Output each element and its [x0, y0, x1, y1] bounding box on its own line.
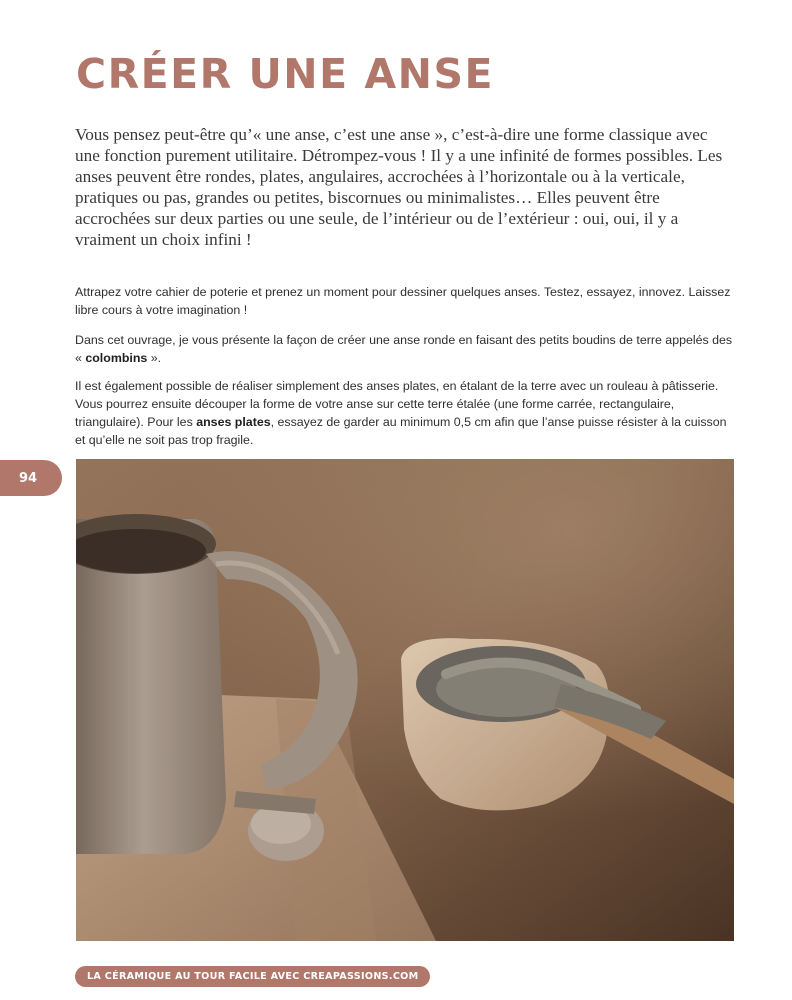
pottery-photo: [76, 459, 734, 941]
paragraph-2-text-after: ».: [147, 351, 162, 365]
paragraph-2-text-before: Dans cet ouvrage, je vous présente la façon de créer une anse ronde en faisant des petits boudins de terre appelés des «: [75, 333, 733, 365]
term-anses-plates: anses plates: [196, 415, 271, 429]
page-number-tab: [0, 460, 62, 496]
paragraph-3-text-before: Il est également possible de réaliser simplement des anses plates, en étalant de la terre avec un rouleau à pâtisserie. Vous pourrez ensuite découper la forme de votre anse sur cette terre étalée (une forme carrée, rectangulaire, triangulaire). Pour les: [75, 379, 719, 429]
intro-paragraph: Vous pensez peut-être qu’« une anse, c’est une anse », c’est-à-dire une forme classique avec une fonction purement utilitaire. Détrompez-vous ! Il y a une infinité de formes possibles. Les anses peuvent être rondes, plates, angulaires, accrochées à l’horizontale ou à la verticale, pratiques ou pas, grandes ou petites, biscornues ou minimalistes… Elles peuvent être accrochées sur deux parties ou une seule, de l’intérieur ou de l’extérieur : oui, oui, il y a vraiment un choix infini !: [75, 125, 723, 249]
paragraph-3-text-after: , essayez de garder au minimum 0,5 cm afin que l’anse puisse résister à la cuisson et qu’elle ne soit pas trop fragile.: [75, 415, 727, 447]
body-paragraph-1: Attrapez votre cahier de poterie et prenez un moment pour dessiner quelques anses. Testez, essayez, innovez. Laissez libre cours à votre imagination !: [75, 285, 731, 317]
page-title: CRÉER UNE ANSE: [76, 50, 494, 98]
footer-text: LA CÉRAMIQUE AU TOUR FACILE AVEC CREAPASSIONS.COM: [87, 971, 419, 982]
body-paragraph-2: [75, 331, 737, 367]
page-number: 94: [18, 470, 38, 486]
footer-banner: [75, 966, 430, 987]
term-colombins: colombins: [85, 351, 148, 365]
body-paragraph-3: [75, 377, 737, 449]
